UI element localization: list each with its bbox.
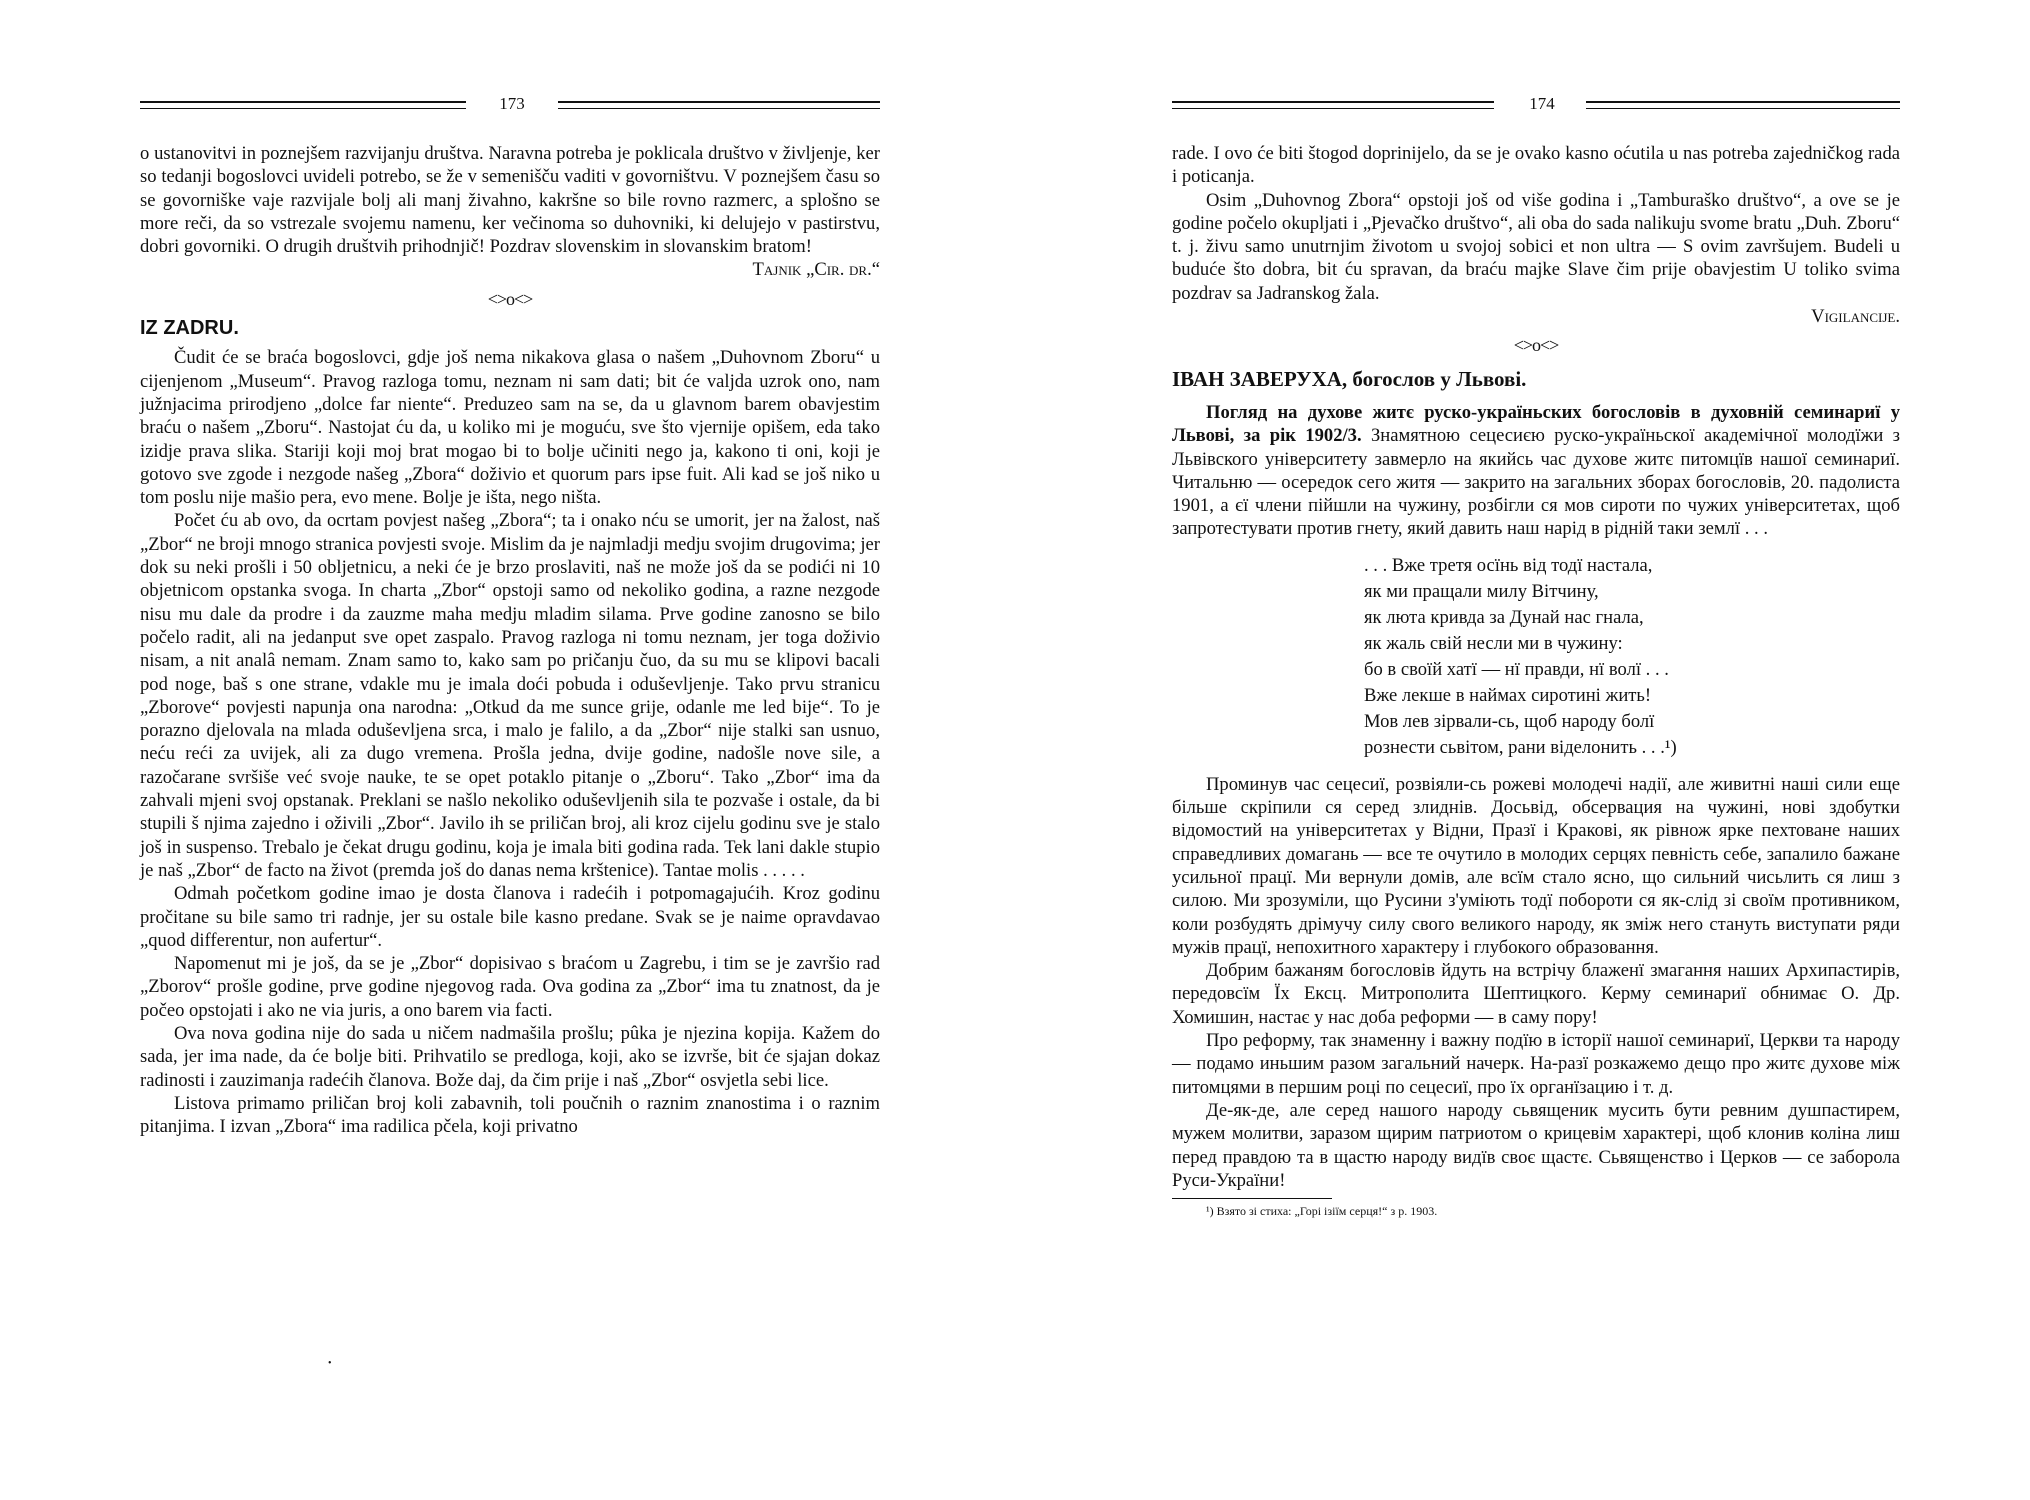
body-paragraph: Де-як-де, але серед нашого народу сьвященик мусить бути ревним душпастирем, мужем молитви, заразом щирим патриотом о крицевім характері, щоб клонив коліна лиш перед правдою та в щастю народу видїв своє щастє. Сьвященство і Церков — се заборола Руси-України! bbox=[1172, 1099, 1900, 1191]
body-paragraph: Ova nova godina nije do sada u ničem nadmašila prošlu; pûka je njezina kopija. Kažem do sada, jer ima nade, da će bolje biti. Prihvatilo se predloga, koji, ako se izvrše, bit će sjajan dokaz radinosti i zauzimanja radećih članova. Bože daj, da čim prije i naš „Zbor“ osvjetla sebi lice. bbox=[140, 1022, 880, 1091]
stray-mark: • bbox=[328, 1358, 332, 1369]
lead-text: Знамятною сецесиєю руско-україньскої академічної молодїжи з Львівского університету завмерло на якийсь час духове житє питомцїв нашої семинариї. Читальню — осередок сего житя — закрито на загальних зборах богословів, 20. падолиста 1901, а єї члени пійшли на чужину, розбігли ся мов сироти по чужих університетах, щоб запротестувати против гнету, який давить наш нарід в рідній таки землї . . . bbox=[1172, 425, 1900, 540]
ornament-divider: <>o<> bbox=[487, 288, 533, 309]
ornament-divider: <>o<> bbox=[1513, 335, 1559, 356]
lead-paragraph bbox=[1172, 401, 1900, 541]
footnote-rule bbox=[1172, 1198, 1332, 1199]
header-rule-left bbox=[1172, 101, 1494, 109]
closing-signature: Vigilancije. bbox=[1811, 306, 1900, 328]
header-rule-right bbox=[1586, 101, 1900, 109]
right-page bbox=[1172, 0, 1900, 1219]
body-paragraph: Počet ću ab ovo, da ocrtam povjest našeg „Zbora“; ta i onako nću se umorit, jer na žalost, naš „Zbor“ ne broji mnogo stranica povjesti svoje. Mislim da je najmladji medju svojim drugovima; jer dok su neki prošli i 50 obljetnicu, a neki će je brzo proslaviti, naš ne može još da se podići ni 10 objetnicom opstanka svoga. In charta „Zbor“ opstoji samo od nekoliko godina, a razne nezgode nisu mu dale da prodre i da zauzme maha medju mladim silama. Prve godine zanosno se bilo počelo radit, ali na jedanput sve opet zaspalo. Pravog razloga ni tomu neznam, jer toga doživio nisam, a nit analâ nemam. Znam samo to, kako sam po pričanju čuo, da su mu se klipovi bacali pod noge, baš s one strane, vdakle mu je imala doći pobuda i oduševljenje. Tako prvu stranicu „Zborove“ povjesti napunja ona narodna: „Otkud da me sunce grije, odanle me led bije“. To je porazno djelovala na mlada oduševljena srca, i malo je falilo, a da „Zbor“ nije stalki san usnuo, neću reći za uvijek, ali za dugo vremena. Prošla jedna, dvije godine, nadošle nove sile, a razočarane svršiše već svoje nauke, te se opet potaklo pitanje o „Zboru“. Tako „Zbor“ ima da zahvali mjeni svoj opstanak. Preklani se našlo nekoliko oduševljenih sila te pozvaše i ostale, da bi stupili š njima zajedno i oživili „Zbor“. Javilo ih se priličan broj, ali kroz cijelu godinu sve je stalo još in suspenso. Trebalo je čekat drugu godinu, koja je imala biti godina rada. Tek lani dakle stupio je naš „Zbor“ de facto na život (premda još do danas nema krštenice). Tantae molis . . . . . bbox=[140, 510, 880, 881]
left-page-header bbox=[140, 94, 880, 120]
poem-line: . . . Вже третя осїнь від тодї настала, bbox=[1364, 554, 1653, 576]
poem-line: як жаль свій несли ми в чужину: bbox=[1364, 632, 1623, 654]
poem-line: як люта кривда за Дунай нас гнала, bbox=[1364, 606, 1644, 628]
poem bbox=[1364, 553, 1900, 761]
page-number: 173 bbox=[499, 94, 525, 113]
page-number: 174 bbox=[1529, 94, 1555, 113]
footnote: ¹) Взято зі стиха: „Горі ізіїм серця!“ з р. 1903. bbox=[1206, 1204, 1438, 1219]
body-paragraph: Odmah početkom godine imao je dosta članova i radećih i potpomagajućih. Kroz godinu pročitane su bile samo tri radnje, jer su ostale bile kasno predane. Svak se je naime opravdavao „quod differentur, non aufertur“. bbox=[140, 883, 880, 951]
body-paragraph: Napomenut mi je još, da se je „Zbor“ dopisivao s braćom u Zagrebu, i tim se je završio rad „Zborov“ prošle godine, prve godine njegovog rada. Ova godina za „Zbor“ ima tu znatnost, da je počeo opstojati i ako ne via juris, a ono barem via facti. bbox=[140, 953, 880, 1021]
body-paragraph: Про реформу, так знаменну і важну подїю в історії нашої семинариї, Церкви та народу — подамо иньшим разом загальний начерк. На-разї розкажемо дещо про житє духове між питомцями в першим році по сецесиї, про їх органїзацию і т. д. bbox=[1172, 1030, 1900, 1098]
body-paragraph: Добрим бажаням богословів йдуть на встрічу блаженї змагання наших Архипастирів, передовсїм Їх Ексц. Митрополита Шептицкого. Керму семинариї обнимає О. Др. Хомишин, настає у нас доба реформи — в саму пору! bbox=[1172, 960, 1900, 1028]
section-title: ІВАН ЗАВЕРУХА, богослов у Львові. bbox=[1172, 366, 1527, 391]
body-paragraph: Osim „Duhovnog Zbora“ opstoji još od više godina i „Tamburaško društvo“, a ove se je godine počelo okupljati i „Pjevačko društvo“, ali oba do sada nalikuju svome bratu „Duh. Zboru“ t. j. živu samo unutrnjim životom u svojoj sobici et non ultra — S ovim završujem. Budeli u buduće što dobra, bit ću spravan, da braću majke Slave čim prije obavjestim U toliko svima pozdrav sa Jadranskog žala. bbox=[1172, 189, 1900, 304]
poem-line: як ми пращали милу Вітчину, bbox=[1364, 580, 1599, 602]
header-rule-left bbox=[140, 101, 466, 109]
left-page bbox=[140, 0, 880, 1138]
body-paragraph: Čudit će se braća bogoslovci, gdje još nema nikakova glasa o našem „Duhovnom Zboru“ u cijenjenom „Museum“. Pravog razloga tomu, neznam ni sam dati; bit će valjda uzrok ono, nam južnjacima prirodjeno „dolce far niente“. Preduzeo sam na se, da u glavnom barem obavjestim braću o našem „Zboru“. Nastojat ću da, u koliko mi je moguću, sve što vjernije opišem, eda tako izidje prava slika. Stariji koji moj brat mogao bi to bolje učiniti nego ja, kakono ti oni, koji je gotovo sve zgode i nezgode našeg „Zbora“ doživio et quorum pars ipse fuit. Ali kad se još niko u tom poslu nije mašio pera, evo mene. Bolje je išta, nego ništa. bbox=[140, 347, 880, 509]
header-rule-right bbox=[558, 101, 880, 109]
right-page-header bbox=[1172, 94, 1900, 120]
right-page-body bbox=[1172, 142, 1900, 1219]
poem-line: Мов лев зірвали-сь, щоб народу болї bbox=[1364, 710, 1655, 732]
body-paragraph: Listova primamo priličan broj koli zabavnih, toli poučnih o raznim znanostima i o raznim pitanjima. I izvan „Zbora“ ima radilica pčela, koji privatno bbox=[140, 1092, 880, 1138]
intro-paragraph: o ustanovitvi in poznejšem razvijanju društva. Naravna potreba je poklicala društvo v življenje, ker so tedanji bogoslovci uvideli potrebo, se že v semenišču vaditi v govorništvu. V poznejšem času so se govorniške vaje razvijale bolj ali manj živahno, kakršne so bile rovno razmerc, a splošno se more reči, da so vstrezale svojemu namenu, ker večinoma so duhovniki, ki delujejo v pastirstvu, dobri govorniki. O drugih društvih prihodnjič! Pozdrav slovenskim in slovanskim bratom! bbox=[140, 143, 880, 258]
body-paragraph: Проминув час сецесиї, розвіяли-сь рожеві молодечі надії, але живитні наші сили еще більше скріпили ся серед злиднів. Досьвід, обсервация на чужині, нові здобутки відомостий на університетах у Відни, Празї і Кракові, як рівнож ярке пехтоване наших справедливих домагань — все те очутило в молодих серцях певність себе, запалило бажане усильної працї. Ми вернули домів, але всїм стало ясно, що сильний чисьлить ся лиш з силою. Ми зрозуміли, що Русини з'уміють тодї побороти ся як-слід зі своїм противником, коли розбудять дрімучу силу свого великого народу, як зміж него стануть виступати ряди мужів працї, непохитного характеру і глубокого образовання. bbox=[1172, 773, 1900, 958]
poem-line: бо в своїй хатї — нї правди, нї волї . . . bbox=[1364, 658, 1669, 680]
lead-title: Погляд на духове житє руско-україньских богословів в духовній семинариї у Львові, за рік 1902/3. bbox=[1172, 401, 1900, 447]
poem-line: рознести сьвітом, рани віделонить . . .¹) bbox=[1364, 736, 1677, 758]
body-paragraph: rade. I ovo će biti štogod doprinijelo, da se je ovako kasno oćutila u nas potreba zajedničkog rada i poticanja. bbox=[1172, 143, 1900, 188]
left-page-body bbox=[140, 142, 880, 1138]
intro-signature: Tajnik „Cir. dr.“ bbox=[752, 259, 880, 281]
section-title: IZ ZADRU. bbox=[140, 317, 239, 340]
poem-line: Вже лекше в наймах сиротині жить! bbox=[1364, 684, 1652, 706]
